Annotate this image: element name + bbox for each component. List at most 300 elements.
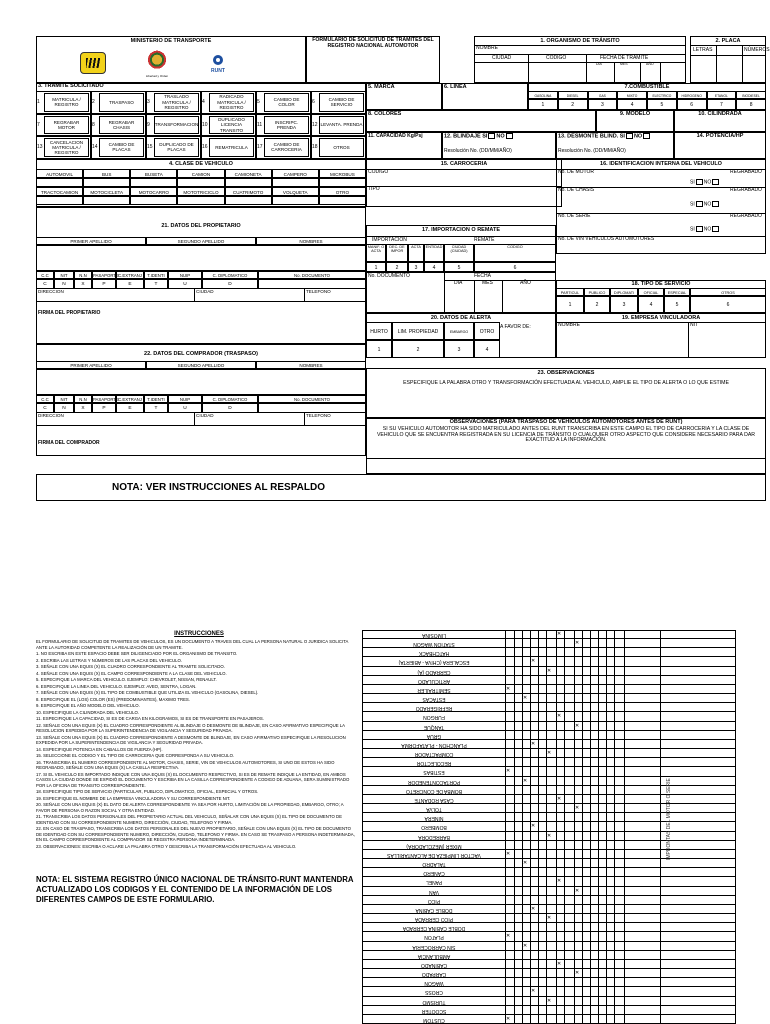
no-label: NO — [703, 179, 712, 186]
modelo-title: 9. MODELO — [619, 111, 651, 117]
x-mark: ✕ — [547, 750, 552, 757]
placa-letras: LETRAS — [693, 47, 713, 53]
clase-blank[interactable] — [130, 196, 177, 205]
motor-no-checkbox[interactable] — [712, 179, 719, 185]
rule — [660, 62, 661, 83]
instruction-line: 4. SEÑALE CON UNA EQUIS (X) EL CAMPO CORRESPONDIENTE A LA CLASE DEL VEHICULO. — [36, 670, 227, 676]
x-mark: ✕ — [575, 887, 580, 894]
grid-line — [505, 630, 506, 1024]
combustible-num[interactable]: 2 — [558, 99, 588, 110]
tramite-label[interactable]: REMATRICULA — [209, 138, 254, 157]
instruction-line: 6. ESPECIFIQUE LA LINEA DEL VEHICULO. EJEMPLO: AVEO, SENTRA, LOGAN. — [36, 683, 197, 689]
imp-dia: DIA — [454, 280, 463, 286]
instruction-line: 12. SEÑALE CON UNA EQUIS (X) EL CUADRO CORRESPONDIENTE AL BLINDAJE O DESMONTE DE BLINDAJE, EN CASO AFIRMATIVO ESPECIFIQUE LA RESOLUCION EXPEDIDA POR LA SUPERINTENDENCIA DE VIGILANCIA Y SEGURIDAD PRIVADA. — [36, 722, 345, 733]
instruction-line: 18. ESPECIFIQUE TIPO DE SERVICIO (PARTICULAR, PUBLICO, DIPLOMATICO, OFICIAL, ESPECIAL Y OTROS. — [36, 789, 259, 794]
x-mark: ✕ — [523, 695, 528, 702]
instruction-line: 3. SEÑALE CON UNA EQUIS (X) EL CUADRO CORRESPONDIENTE AL TRAMITE SOLICITADO. — [36, 664, 225, 669]
clase-option[interactable]: OTRO — [319, 187, 366, 196]
servicio-option: PUBLICO — [584, 288, 610, 296]
clase-title: 4. CLASE DE VEHICULO — [169, 161, 233, 167]
alerta-num[interactable]: 3 — [444, 340, 474, 358]
tramite-num: 2 — [92, 99, 95, 105]
clase-option[interactable]: MICROBUS — [319, 169, 366, 178]
doc-type: PASAPORTE — [93, 397, 119, 402]
carroceria-tipo: TIPO — [368, 186, 380, 192]
x-mark: ✕ — [557, 878, 562, 885]
clase-option[interactable]: BUSETA — [130, 169, 177, 178]
servicio-num[interactable]: 3 — [610, 296, 638, 313]
doc-option[interactable]: E — [116, 403, 144, 413]
grid-line — [530, 630, 531, 1024]
carroceria-name: STATION WAGON — [413, 641, 455, 648]
x-mark: ✕ — [547, 667, 552, 674]
rule — [614, 62, 615, 83]
tramite-num: 17 — [257, 144, 263, 151]
servicio-num[interactable]: 1 — [556, 296, 584, 313]
combustible-option: ETANOL — [707, 91, 737, 99]
doc-option[interactable]: D — [202, 279, 258, 289]
carroceria-name: CARPADO — [421, 971, 447, 978]
combustible-num[interactable]: 7 — [707, 99, 737, 110]
carroceria-name: SCOOTER — [421, 1007, 447, 1014]
empresa-title: 19. EMPRESA VINCULADORA — [621, 315, 701, 321]
rule — [444, 272, 445, 313]
doc-type: PASAPORTE — [93, 273, 119, 278]
combustible-title: 7.COMBUSTIBLE — [624, 84, 670, 90]
combustible-num[interactable]: 1 — [528, 99, 558, 110]
tramite-label[interactable]: TRASLADO MATRICULA / REGISTRO — [154, 93, 199, 112]
telefono-label: TELEFONO — [306, 413, 331, 418]
clase-option[interactable]: CUATRIMOTO — [225, 187, 272, 196]
rule — [304, 412, 305, 426]
instruction-line: 19. ESPECIFIQUE EL NOMBRE DE LA EMPRESA VINCULADORA Y SU CORRESPONDIENTE NIT. — [36, 795, 231, 801]
tramite-num: 18 — [312, 144, 318, 151]
grid-line — [538, 630, 539, 1024]
servicio-num[interactable]: 6 — [690, 296, 766, 313]
doc-type: No. DOCUMENTO — [258, 395, 366, 403]
carroceria-name: MIXER (MEZCLADORA) — [406, 842, 462, 849]
carroceria-name: RECOLECTOR — [416, 760, 452, 767]
tramite-label[interactable]: OTROS — [319, 138, 364, 157]
organismo-title: 1. ORGANISMO DE TRÁNSITO — [540, 38, 620, 44]
doc-type: NUIP — [168, 395, 202, 403]
si-label: SI — [690, 179, 695, 186]
imp-num[interactable]: 3 — [408, 262, 424, 272]
carroceria-name: PICO CERRADA — [414, 916, 454, 923]
servicio-option: PARTICUL — [556, 288, 584, 296]
carroceria-name: ESTIBAS — [423, 769, 445, 776]
servicio-option: OTROS — [690, 288, 766, 296]
tramite-label[interactable]: CAMBIO DE COLOR — [264, 93, 309, 112]
x-mark: ✕ — [575, 722, 580, 729]
grid-line — [362, 630, 363, 1024]
tramite-label[interactable]: INSCRIPC. PRENDA — [264, 116, 309, 135]
combustible-num[interactable]: 3 — [588, 99, 618, 110]
instruction-line: 1. NO ESCRIBA EN ESTE ESPACIO DEBE SER DILIGENCIADO POR EL ORGANISMO DE TRANSITO. — [36, 651, 238, 656]
clase-blank[interactable] — [225, 178, 272, 187]
servicio-option: DIPLOMATI — [610, 288, 638, 296]
improntas-label: IMPRONTAS DEL MOTOR O SERIE — [666, 778, 672, 860]
combustible-option: GASOLINA — [528, 91, 558, 99]
ciudad-label: CIUDAD — [196, 289, 214, 294]
name-header: NOMBRES — [256, 361, 366, 369]
instrucciones-title: INSTRUCCIONES — [174, 631, 224, 637]
carroceria-name: PORTACONTENEDOR — [407, 778, 461, 785]
desmonte-resolucion: Resolución No. (DD/MM/AÑO) — [558, 148, 626, 154]
instruction-line: 8. ESPECIFIQUE EL (LOS) COLOR (ES) (PREDOMINANTES), MAXIMO TRES. — [36, 696, 190, 702]
doc-option[interactable]: E — [116, 279, 144, 289]
blindaje-title — [444, 133, 514, 140]
tramite-label[interactable]: MATRICULA / REGISTRO — [44, 93, 89, 112]
clase-blank[interactable] — [319, 178, 366, 187]
tramite-num: 16 — [202, 144, 208, 151]
motor-si-checkbox[interactable] — [696, 179, 703, 185]
combustible-option: BIODIESEL — [736, 91, 766, 99]
grid-line — [556, 630, 557, 1024]
clase-option[interactable]: MOTOCARRO — [130, 187, 177, 196]
doc-option[interactable]: C — [36, 403, 54, 413]
desmonte-title — [558, 133, 651, 140]
clase-blank[interactable] — [36, 178, 83, 187]
carroceria-name: ARTICULADO — [417, 677, 451, 684]
address-row[interactable] — [36, 288, 366, 302]
no-label: NO — [703, 201, 712, 208]
carroceria-name: CABINADO — [420, 962, 448, 969]
x-mark: ✕ — [575, 640, 580, 647]
instruction-line: 11. ESPECIFIQUE LA CAPACIDAD, SI ES DE CARGA EN KILOGRAMOS, SI ES DE TRANSPORTE EN PASAJEROS. — [36, 716, 264, 721]
chasis-si-no — [690, 201, 720, 208]
alerta-title: 20. DATOS DE ALERTA — [430, 315, 492, 321]
instruction-line: EL FORMULARIO DE SOLICITUD DE TRAMITES DE VEHICULOS, ES UN DOCUMENTO A TRAVES DEL CUAL LA PERSONA NATURAL O JURIDICA SOLICITA ANTE LA AUTORIDAD COMPETENTE LA REALIZACIÓN DE UN TRAMITE. — [36, 639, 349, 650]
tramite-title: 3. TRAMITE SOLICITADO — [38, 83, 104, 89]
doc-type: T.IDENTI — [144, 271, 168, 279]
carroceria-name: FURGON — [423, 714, 445, 721]
blindaje-label: 12. BLINDAJE — [444, 133, 481, 140]
serie-si-checkbox[interactable] — [696, 226, 703, 232]
comprador-title: 22. DATOS DEL COMPRADOR (TRASPASO) — [144, 351, 258, 357]
direccion-label: DIRECCION — [38, 289, 64, 294]
doc-type: NIT — [54, 395, 74, 403]
tramite-label[interactable]: DUPLICADO DE PLACAS — [154, 138, 199, 157]
doc-type: C. DIPLOMATICO — [202, 271, 258, 279]
servicio-option: ESPECIAL — [664, 288, 690, 296]
clase-blank[interactable] — [272, 196, 319, 205]
tramite-num: 6 — [312, 99, 315, 105]
instruction-line: 14. ESPECIFIQUE POTENCIA EN CABALLOS DE FUERZA (HP). — [36, 746, 163, 752]
instruction-line: 7. SEÑALE CON UNA EQUIS (X) EL TIPO DE COMBUSTIBLE QUE UTILIZA EL VEHICULO (GASOLINA, DIESEL). — [36, 690, 259, 695]
ministry-logo — [80, 52, 106, 74]
tramite-label[interactable]: CAMBIO DE PLACAS — [99, 138, 144, 157]
clase-option[interactable]: CAMPERO — [272, 169, 319, 178]
desmonte-no-checkbox[interactable] — [643, 133, 650, 139]
rule — [640, 62, 641, 83]
alerta-num[interactable]: 4 — [474, 340, 500, 358]
x-mark: ✕ — [531, 658, 536, 665]
clase-blank[interactable] — [319, 196, 366, 205]
tramite-num: 8 — [92, 121, 95, 128]
doc-option[interactable]: T — [144, 403, 168, 413]
x-mark: ✕ — [547, 915, 552, 922]
alerta-option: OTRO — [474, 322, 500, 340]
doc-option[interactable]: N — [54, 279, 74, 289]
vin-label: No. DE VIN VEHICULOS AUTOMOTORES — [558, 236, 655, 242]
grid-line — [582, 630, 583, 1024]
tramite-num: 3 — [147, 99, 150, 105]
tramite-label[interactable]: TRANSFORMACION — [154, 116, 199, 135]
name-header: PRIMER APELLIDO — [36, 361, 146, 369]
servicio-num[interactable]: 4 — [638, 296, 664, 313]
motor-regrabado: REGRABADO — [730, 169, 762, 175]
doc-option[interactable]: T — [144, 279, 168, 289]
instruction-line: 16. TRANSCRIBA EL NUMERO CORRESPONDIENTE AL MOTOR, CHASIS, SERIE, VIN DE VEHICULOS AUTOMOTORES, SI UNO DE ESTOS HA SIDO REGRABADO, SEÑALE CON UNA EQUIS (X) LA CASILLA RESPECTIVA. — [36, 759, 335, 770]
x-mark: ✕ — [557, 960, 562, 967]
colombia-seal — [146, 48, 168, 74]
clase-blank[interactable] — [83, 196, 130, 205]
tramite-num: 15 — [147, 144, 153, 151]
carroceria-name: PLATON — [424, 934, 444, 941]
chasis-si-checkbox[interactable] — [696, 201, 703, 207]
clase-option[interactable]: VOLQUETA — [272, 187, 319, 196]
x-mark: ✕ — [523, 777, 528, 784]
address-row[interactable] — [36, 412, 366, 426]
nota-text: NOTA: VER INSTRUCCIONES AL RESPALDO — [112, 482, 325, 493]
doc-option[interactable]: U — [168, 403, 202, 413]
doc-type: C. DIPLOMATICO — [202, 395, 258, 403]
alerta-option: LIM. PROPIEDAD — [392, 322, 444, 340]
serie-regrabado: REGRABADO — [730, 213, 762, 219]
observaciones-title: 23. OBSERVACIONES — [537, 370, 595, 376]
imp-num[interactable]: 5 — [444, 262, 474, 272]
serie-label: No. DE SERIE — [558, 213, 591, 219]
combustible-num[interactable]: 8 — [736, 99, 766, 110]
grid-line — [590, 630, 591, 1024]
doc-type: C.EXTRANJ — [116, 395, 144, 403]
name-field[interactable] — [36, 369, 366, 395]
no-label: NO — [703, 226, 712, 233]
doc-option[interactable]: C — [36, 279, 54, 289]
carroceria-name: NIÑERA — [424, 815, 444, 822]
alerta-num[interactable]: 1 — [366, 340, 392, 358]
clase-blank[interactable] — [130, 178, 177, 187]
clase-blank[interactable] — [83, 178, 130, 187]
imp-documento: No. DOCUMENTO — [368, 273, 410, 279]
carroceria-name: CERRADO (A) — [417, 668, 451, 675]
tramite-label[interactable]: LEVANTA. PRENDA — [319, 116, 364, 135]
rule — [366, 458, 766, 459]
x-mark: ✕ — [506, 685, 511, 692]
observaciones-text: ESPECIFIQUE LA PALABRA OTRO Y TRANSFORMACIÓN EFECTUADA AL VEHICULO, AMPLIE EL TIPO DE ALERTA O LO QUE ESTIME — [403, 380, 729, 386]
alerta-option: EMBARGO — [444, 322, 474, 340]
desmonte-no: NO — [633, 133, 643, 140]
blindaje-si-checkbox[interactable] — [488, 133, 495, 139]
blindaje-no-checkbox[interactable] — [506, 133, 513, 139]
carroceria-name: SEMITRAILER — [417, 687, 451, 694]
instruction-line: 20. SEÑALE CON UNA EQUIS (X) EL DATO DE ALERTA CORRESPONDIENTE YA SEA POR HURTO, LIMITACIÓN DE LA PROPIEDAD, EMBARGO, OTRO; A FAVOR DE PERSONA O RAZON SOCIAL Y OTRA ENTIDAD. — [36, 802, 344, 813]
rule — [304, 288, 305, 302]
doc-type: C.EXTRANJ — [116, 271, 144, 279]
clase-blank[interactable] — [272, 178, 319, 187]
tramite-label[interactable]: DUPLICADO LICENCIA TRANSITO — [209, 116, 254, 135]
servicio-num[interactable]: 2 — [584, 296, 610, 313]
x-mark: ✕ — [531, 905, 536, 912]
carroceria-name: TOLVA — [426, 806, 442, 813]
name-header: NOMBRES — [256, 237, 366, 245]
rule — [366, 186, 562, 187]
cilindrada-title: 10. CILINDRADA — [698, 111, 742, 117]
tramite-label[interactable]: RADICADO MATRICULA / REGISTRO — [209, 93, 254, 112]
placa-title: 2. PLACA — [715, 38, 741, 44]
fecha-mes: MES — [620, 62, 628, 66]
instruction-line: 21. TRANSCRIBA LOS DATOS PERSONALES DEL PROPIETARIO ACTUAL DEL VEHICULO, SEÑALAR CON UNA EQUIS (X) EL TIPO DE DOCUMENTO DE IDENTIDAD CON SU CORRESPONDIENTE NUMERO, DIRECCIÓN, CIUDAD, TELEFONO Y FIRMA. — [36, 814, 342, 825]
chasis-no-checkbox[interactable] — [712, 201, 719, 207]
clase-option[interactable]: CAMION — [177, 169, 224, 178]
rule — [474, 62, 686, 63]
doc-option[interactable]: N — [54, 403, 74, 413]
carroceria-name: BOMBA DE CONCRETO — [405, 787, 463, 794]
tramite-num: 1 — [37, 99, 40, 105]
clase-option[interactable]: AUTOMOVIL — [36, 169, 83, 178]
doc-option[interactable]: X — [74, 279, 92, 289]
imp-col: MANIF. O ACTA — [366, 244, 386, 262]
clase-blank[interactable] — [177, 196, 224, 205]
tramite-num: 4 — [202, 99, 205, 105]
carroceria-name: LIMOSINA — [422, 632, 446, 639]
combustible-num[interactable]: 4 — [617, 99, 647, 110]
imp-col: DEC. DE IMPOR — [386, 244, 408, 262]
carroceria-name: TALADRO — [422, 861, 446, 868]
carroceria-name: AMBULANCIA — [417, 952, 451, 959]
combustible-num[interactable]: 6 — [677, 99, 707, 110]
servicio-num[interactable]: 5 — [664, 296, 690, 313]
servicio-title: 18. TIPO DE SERVICIO — [631, 281, 691, 287]
combustible-option: DIESEL — [558, 91, 588, 99]
imp-num[interactable]: 4 — [424, 262, 444, 272]
blindaje-no: NO — [496, 133, 505, 140]
tramite-label[interactable]: REGRABAR MOTOR — [44, 116, 89, 135]
carroceria-name: VAN — [429, 888, 439, 895]
tramite-num: 11 — [257, 121, 263, 128]
rule — [474, 280, 475, 313]
doc-type: C.C — [36, 271, 54, 279]
x-mark: ✕ — [523, 942, 528, 949]
serie-no-checkbox[interactable] — [712, 226, 719, 232]
motor-si-no — [690, 179, 720, 186]
doc-type: T.IDENTI — [144, 395, 168, 403]
carroceria-name: HATCHBACK — [418, 650, 450, 657]
tramite-label[interactable]: CAMBIO DE SERVICIO — [319, 93, 364, 112]
combustible-option: ELECTRICO — [647, 91, 677, 99]
doc-option[interactable]: P — [92, 403, 116, 413]
name-header: SEGUNDO APELLIDO — [146, 237, 256, 245]
tramite-label[interactable]: TRASPASO — [99, 93, 144, 112]
carroceria-name: WAGON — [424, 980, 444, 987]
grid-line — [660, 630, 661, 1024]
carroceria-name: DOBLE CABINA — [415, 907, 453, 914]
chasis-regrabado: REGRABADO — [730, 187, 762, 193]
doc-type: NUIP — [168, 271, 202, 279]
clase-option[interactable]: MOTOTRICICLO — [177, 187, 224, 196]
observaciones-runt-title: OBSERVACIONES (PARA TRASPASO DE VEHICULOS AUTOMOTORES ANTES DE RUNT) — [449, 419, 683, 425]
placa-numeros: NÚMEROS — [744, 47, 770, 53]
firma-propietario: FIRMA DEL PROPIETARIO — [38, 310, 101, 316]
x-mark: ✕ — [523, 860, 528, 867]
rule — [194, 412, 195, 426]
doc-option[interactable]: X — [74, 403, 92, 413]
x-mark: ✕ — [575, 805, 580, 812]
x-mark: ✕ — [506, 768, 511, 775]
grid-line — [624, 630, 625, 1024]
imp-num[interactable]: 6 — [474, 262, 556, 272]
x-mark: ✕ — [557, 795, 562, 802]
name-header: PRIMER APELLIDO — [36, 237, 146, 245]
name-field[interactable] — [36, 245, 366, 271]
tramite-label[interactable]: CAMBIO DE CARROCERIA — [264, 138, 309, 157]
alerta-num[interactable]: 2 — [392, 340, 444, 358]
desmonte-si-checkbox[interactable] — [626, 133, 633, 139]
instruction-line: 2. ESCRIBA LAS LETRAS Y NÚMEROS DE LAS PLACAS DEL VEHICULO. — [36, 657, 183, 663]
x-mark: ✕ — [575, 970, 580, 977]
organismo-codigo: CODIGO — [546, 55, 567, 61]
instruction-line: 9. ESPECIFIQUE EL AÑO MODELO DEL VEHICULO. — [36, 703, 140, 708]
grid-line — [606, 630, 607, 1024]
clase-option[interactable]: TRACTOCAMION — [36, 187, 83, 196]
doc-option[interactable]: D — [202, 403, 258, 413]
carroceria-name: GRUA — [426, 732, 442, 739]
carroceria-name: PLANCHON - PLATAFORMA — [401, 742, 467, 749]
combustible-option: HIDROGENO — [677, 91, 707, 99]
seal-caption: Libertad y Orden — [145, 74, 169, 78]
carroceria-name: BOMBERO — [421, 824, 447, 831]
si-label: SI — [690, 201, 695, 208]
chasis-label: No. DE CHASIS — [558, 187, 595, 193]
rule — [688, 322, 689, 358]
grid-line — [574, 630, 575, 1024]
x-mark: ✕ — [531, 988, 536, 995]
clase-option[interactable]: CAMIONETA — [225, 169, 272, 178]
clase-blank[interactable] — [177, 178, 224, 187]
combustible-num[interactable]: 5 — [647, 99, 677, 110]
grid-line — [546, 630, 547, 1024]
organismo-nombre: NOMBRE — [476, 45, 498, 51]
rule — [586, 54, 587, 83]
x-mark: ✕ — [557, 631, 562, 637]
doc-option[interactable]: U — [168, 279, 202, 289]
propietario-title: 21. DATOS DEL PROPIETARIO — [161, 223, 241, 229]
carroceria-name: ESTACAS — [422, 696, 446, 703]
carroceria-name: SIN CARROCERIA — [412, 943, 456, 950]
servicio-option: OFICIAL — [638, 288, 664, 296]
clase-option[interactable]: BUS — [83, 169, 130, 178]
tramite-label[interactable]: CANCELACION MATRICULA / REGISTRO — [44, 138, 89, 157]
carroceria-name: CUSTOM — [423, 1016, 445, 1023]
clase-option[interactable]: MOTOCICLETA — [83, 187, 130, 196]
carroceria-title: 15. CARROCERIA — [440, 161, 488, 167]
tramite-num: 13 — [37, 144, 43, 151]
doc-option[interactable]: P — [92, 279, 116, 289]
carroceria-codigo: CODIGO — [368, 169, 389, 175]
doc-type: No. DOCUMENTO — [258, 271, 366, 279]
imp-num[interactable]: 2 — [386, 262, 408, 272]
clase-blank[interactable] — [36, 196, 83, 205]
rule — [366, 169, 562, 170]
instruction-line: 23. OBSERVACIONES: ESCRIBA O ACLARE LA PALABRA OTRO Y DESCRIBA LA TRANSFORMACIÓN EFECTUADA AL VEHICULO. — [36, 843, 297, 849]
carroceria-name: DOBLE CABINA CERRADA — [402, 925, 466, 932]
imp-num[interactable]: 1 — [366, 262, 386, 272]
clase-blank[interactable] — [225, 196, 272, 205]
instruction-line: 15. SELECCIONE EL CODIGO Y EL TIPO DE CARROCERIA QUE CORRESPONDA A SU VEHICULO. — [36, 753, 235, 758]
tramite-label[interactable]: REGRABAR CHASIS — [99, 116, 144, 135]
rule — [690, 55, 766, 56]
